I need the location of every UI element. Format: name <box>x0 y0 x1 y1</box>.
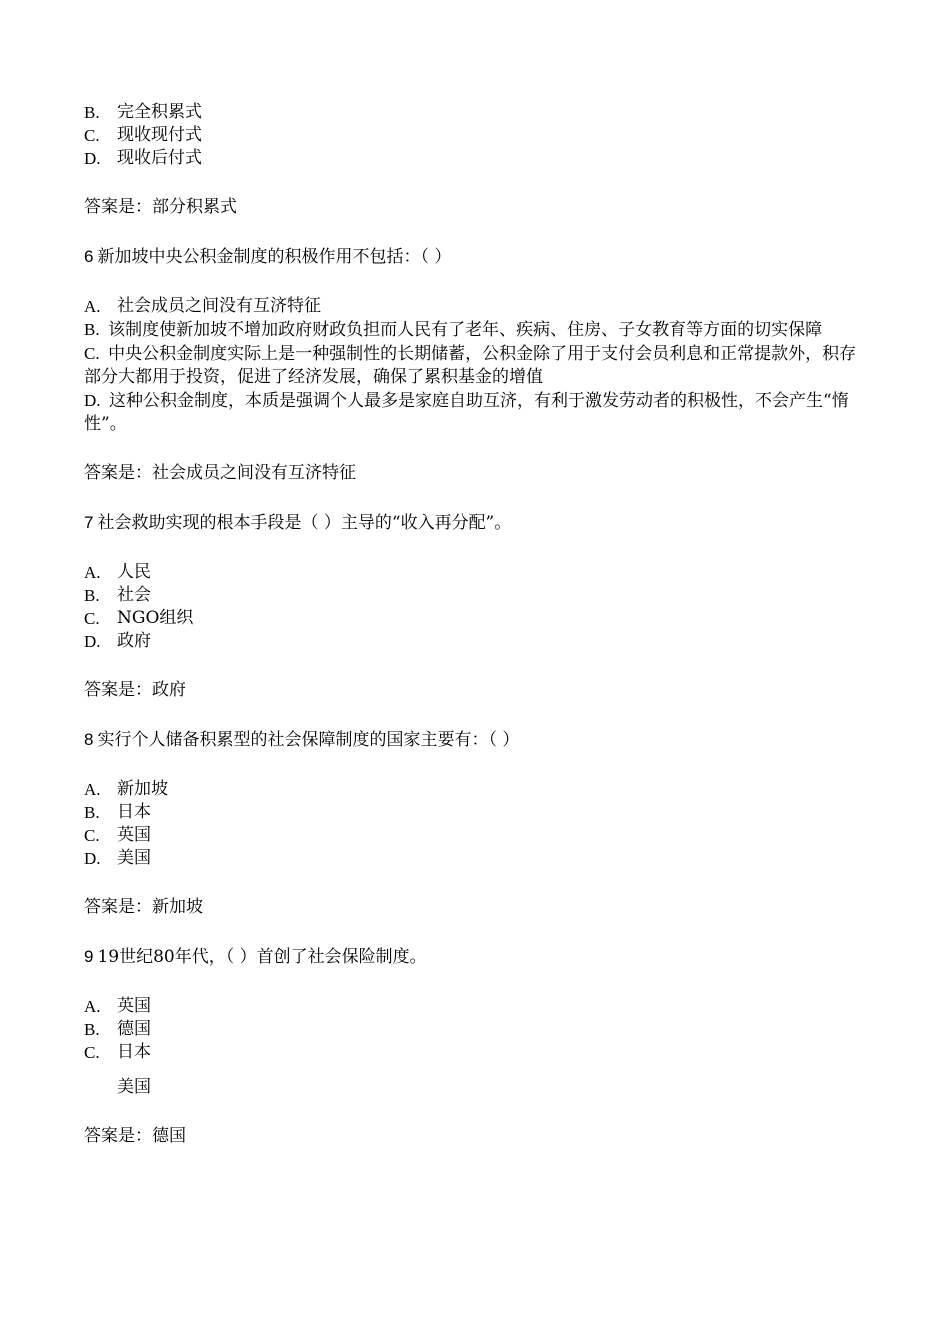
option-c <box>84 124 868 147</box>
option-d <box>84 630 868 653</box>
option-letter: D. <box>84 632 101 651</box>
question-7-stem <box>84 511 868 535</box>
option-text: 美国 <box>117 1077 151 1097</box>
question-number: 8 <box>84 730 94 749</box>
option-letter: C. <box>84 126 100 145</box>
option-letter: C. <box>84 344 100 363</box>
option-text: 政府 <box>117 631 151 651</box>
option-letter: D. <box>84 149 101 168</box>
option-text: 社会成员之间没有互济特征 <box>117 296 321 316</box>
answer-line: 答案是：政府 <box>84 680 186 700</box>
question-text: 新加坡中央公积金制度的积极作用不包括：（ ） <box>97 247 452 267</box>
option-c <box>84 824 868 847</box>
option-text: 现收后付式 <box>117 148 202 168</box>
option-b <box>84 584 868 607</box>
option-text: 现收现付式 <box>117 125 202 145</box>
option-text: 英国 <box>117 996 151 1016</box>
option-d <box>84 147 868 170</box>
option-letter: B. <box>84 103 100 122</box>
question-6-stem <box>84 245 868 269</box>
option-letter: D. <box>84 391 101 410</box>
option-letter: C. <box>84 826 100 845</box>
question-text: 实行个人储备积累型的社会保障制度的国家主要有：（ ） <box>97 730 520 750</box>
option-letter: B. <box>84 803 100 822</box>
question-text: 19世纪80年代，（ ）首创了社会保险制度。 <box>97 947 427 967</box>
option-letter: A. <box>84 563 101 582</box>
option-letter: D. <box>84 849 101 868</box>
document-page <box>84 101 868 1148</box>
option-d <box>84 389 868 436</box>
option-text: 日本 <box>117 802 151 822</box>
option-text: 人民 <box>117 562 151 582</box>
option-text: 新加坡 <box>117 779 168 799</box>
question-9-options <box>84 995 868 1099</box>
question-7-options <box>84 561 868 653</box>
option-b <box>84 318 868 342</box>
option-c <box>84 1041 868 1064</box>
option-letter: B. <box>84 586 100 605</box>
option-text: 德国 <box>117 1019 151 1039</box>
question-9-stem <box>84 945 868 969</box>
option-c <box>84 607 868 630</box>
option-letter: A. <box>84 997 101 1016</box>
option-text: 日本 <box>117 1042 151 1062</box>
question-6-options <box>84 295 868 436</box>
answer-line: 答案是：社会成员之间没有互济特征 <box>84 463 356 483</box>
option-b <box>84 801 868 824</box>
question-number: 9 <box>84 947 94 966</box>
option-a <box>84 995 868 1018</box>
option-text: 美国 <box>117 848 151 868</box>
option-c <box>84 342 868 389</box>
option-letter: C. <box>84 1043 100 1062</box>
question-text: 社会救助实现的根本手段是（ ）主导的“收入再分配”。 <box>97 513 512 533</box>
option-d <box>84 847 868 870</box>
option-a <box>84 778 868 801</box>
option-text: 中央公积金制度实际上是一种强制性的长期储蓄，公积金除了用于支付会员利息和正常提款外，积存部分大都用于投资，促进了经济发展，确保了累积基金的增值 <box>84 344 857 387</box>
question-5-options <box>84 101 868 170</box>
question-8-stem <box>84 728 868 752</box>
option-text: NGO组织 <box>117 608 194 628</box>
option-b <box>84 1018 868 1041</box>
option-text: 该制度使新加坡不增加政府财政负担而人民有了老年、疾病、住房、子女教育等方面的切实保障 <box>108 320 823 340</box>
option-text: 社会 <box>117 585 151 605</box>
option-letter: A. <box>84 297 101 316</box>
answer-line: 答案是：德国 <box>84 1126 186 1146</box>
option-text: 完全积累式 <box>117 102 202 122</box>
question-number: 6 <box>84 247 94 266</box>
question-number: 7 <box>84 513 94 532</box>
option-a <box>84 561 868 584</box>
option-letter: B. <box>84 1020 100 1039</box>
option-letter: C. <box>84 609 100 628</box>
answer-line: 答案是：新加坡 <box>84 897 203 917</box>
option-letter: B. <box>84 320 100 339</box>
answer-line: 答案是：部分积累式 <box>84 197 237 217</box>
option-b <box>84 101 868 124</box>
option-text: 这种公积金制度，本质是强调个人最多是家庭自助互济，有利于激发劳动者的积极性，不会产生“惰性”。 <box>84 391 849 434</box>
option-a <box>84 295 868 318</box>
question-8-options <box>84 778 868 870</box>
option-text: 英国 <box>117 825 151 845</box>
option-letter: A. <box>84 780 101 799</box>
